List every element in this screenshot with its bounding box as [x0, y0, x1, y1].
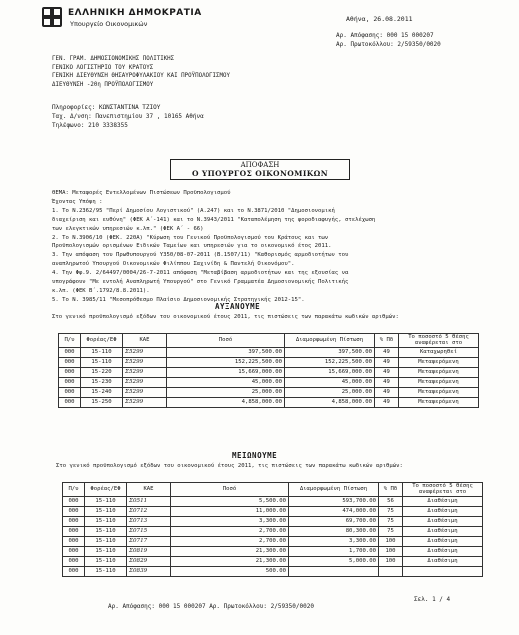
table-cell: 000: [63, 537, 85, 547]
table-row: [63, 517, 483, 527]
table-cell: Σ0829: [127, 557, 171, 567]
page-value: 1 / 4: [432, 596, 451, 603]
protocol-number-label: Αρ. Πρωτοκόλλου:: [336, 41, 394, 48]
decision-number-label: Αρ. Απόφασης:: [336, 32, 383, 39]
table-cell: Διαθέσιμη: [403, 557, 483, 567]
col-header: Φορέας/ΕΦ: [81, 334, 123, 348]
table-cell: 397,500.00: [167, 348, 285, 358]
table-cell: 15,669,000.00: [285, 368, 375, 378]
table-cell: 000: [59, 388, 81, 398]
directorate-block: [52, 55, 230, 89]
col-header: % Πδ: [375, 334, 399, 348]
table-cell: Διαθέσιμη: [403, 527, 483, 537]
table-cell: 1,700.00: [289, 547, 379, 557]
table-cell: 80,300.00: [289, 527, 379, 537]
table-cell: 15-110: [85, 527, 127, 537]
table-cell: 21,300.00: [171, 557, 289, 567]
table-row: [59, 358, 479, 368]
table-cell: 75: [379, 507, 403, 517]
footer-protocol-label: Αρ. Πρωτοκόλλου:: [209, 603, 267, 610]
table-cell: 45,000.00: [285, 378, 375, 388]
table-cell: 56: [379, 497, 403, 507]
table-cell: 000: [63, 567, 85, 577]
body-line: αναπληρωτού Υπουργού Οικονομικών Φιλίππου Σαχινίδη & Παντελή Οικονόμου".: [52, 261, 295, 268]
table-row: [63, 547, 483, 557]
col-header: ΚΑΕ: [127, 483, 171, 497]
table-header-row: [63, 483, 483, 497]
table-cell: 5,500.00: [171, 497, 289, 507]
table-row: [59, 348, 479, 358]
table-row: [63, 557, 483, 567]
table-cell: 152,225,500.00: [167, 358, 285, 368]
table-row: [59, 378, 479, 388]
table-cell: 49: [375, 368, 399, 378]
table-cell: Σ5299: [123, 388, 167, 398]
col-header: Ποσό: [167, 334, 285, 348]
body-line: κ.λπ. (ΦΕΚ Β΄.1792/8.8.2011).: [52, 287, 150, 294]
decreases-intro: Στο γενικό προϋπολογισμό εξόδων του οικονομικού έτους 2011, τις πιστώσεις των παρακάτω κωδικών αριθμών:: [56, 463, 403, 469]
table-cell: 15-230: [81, 378, 123, 388]
subject-line: ΘΕΜΑ: Μεταφορές Εντελλομένων Πιστώσεων Προϋπολογισμού: [52, 190, 231, 196]
table-row: [63, 507, 483, 517]
table-cell: Καταχωρηθεί: [399, 348, 479, 358]
table-cell: 100: [379, 537, 403, 547]
table-cell: 15-110: [85, 537, 127, 547]
directorate-line: ΓΕΝΙΚΟ ΛΟΓΙΣΤΗΡΙΟ ΤΟΥ ΚΡΑΤΟΥΣ: [52, 64, 154, 71]
table-cell: 15-250: [81, 398, 123, 408]
increases-intro: Στο γενικό προϋπολογισμό εξόδων του οικονομικού έτους 2011, τις πιστώσεις των παρακάτω κωδικών αριθμών:: [52, 314, 399, 320]
footer-protocol-value: 2/59350/0020: [270, 603, 314, 610]
table-cell: 75: [379, 517, 403, 527]
table-cell: 000: [63, 497, 85, 507]
decreases-title: ΜΕΙΩΝΟΥΜΕ: [232, 451, 278, 460]
table-cell: 15-110: [85, 547, 127, 557]
table-cell: 15-110: [81, 348, 123, 358]
directorate-line: ΓΕΝ. ΓΡΑΜ. ΔΗΜΟΣΙΟΝΟΜΙΚΗΣ ΠΟΛΙΤΙΚΗΣ: [52, 56, 175, 62]
ministry-name: Υπουργείο Οικονομικών: [70, 20, 148, 28]
table-cell: 500.00: [171, 567, 289, 577]
table-cell: [403, 567, 483, 577]
table-cell: Σ5299: [123, 398, 167, 408]
table-row: [59, 398, 479, 408]
table-cell: 15-110: [85, 507, 127, 517]
table-cell: 49: [375, 348, 399, 358]
table-cell: Σ5299: [123, 368, 167, 378]
table-cell: 11,000.00: [171, 507, 289, 517]
table-row: [63, 537, 483, 547]
decision-subtitle: Ο ΥΠΟΥΡΓΟΣ ΟΙΚΟΝΟΜΙΚΩΝ: [191, 169, 329, 178]
table-cell: 15-220: [81, 368, 123, 378]
directorate-line: ΓΕΝΙΚΗ ΔΙΕΥΘΥΝΣΗ ΘΗΣΑΥΡΟΦΥΛΑΚΙΟΥ ΚΑΙ ΠΡΟΫΠΟΛΟΓΙΣΜΟΥ: [52, 73, 230, 79]
table-cell: 49: [375, 388, 399, 398]
table-row: [63, 567, 483, 577]
table-cell: Διαθέσιμη: [403, 507, 483, 517]
table-cell: 4,858,000.00: [285, 398, 375, 408]
col-header: Ποσό: [171, 483, 289, 497]
table-cell: 000: [63, 517, 85, 527]
table-cell: 000: [59, 398, 81, 408]
increases-title: ΑΥΞΑΝΟΥΜΕ: [215, 302, 261, 311]
body-line: 1. Το Ν.2362/95 "Περί Δημοσίου Λογιστικού" (Α.247) και το Ν.3871/2010 "Δημοσιονομική: [52, 207, 335, 214]
table-cell: Μεταφερόμενη: [399, 368, 479, 378]
table-cell: 3,300.00: [171, 517, 289, 527]
table-cell: 15-110: [85, 567, 127, 577]
decision-number-value: 000 15 000207: [386, 32, 434, 39]
footer-decision-value: 000 15 000207: [158, 603, 206, 610]
table-cell: [289, 567, 379, 577]
table-cell: 69,700.00: [289, 517, 379, 527]
body-text: [52, 189, 375, 305]
col-header: Π/υ: [59, 334, 81, 348]
table-cell: 15-110: [85, 497, 127, 507]
table-cell: Διαθέσιμη: [403, 517, 483, 527]
body-line: 4. Την Φφ.9. 2/64497/0004/26-7-2011 απόφαση "Μεταβίβαση αρμοδιοτήτων και της εξουσίας να: [52, 270, 349, 277]
decreases-table-body: [63, 497, 483, 577]
table-cell: 15-110: [85, 557, 127, 567]
page-number: [414, 597, 450, 604]
table-cell: Μεταφερόμενη: [399, 398, 479, 408]
body-line: 5. Το Ν. 3985/11 "Μεσοπρόθεσμο Πλαίσιο Δημοσιονομικής Στρατηγικής 2012-15".: [52, 296, 305, 303]
table-cell: 000: [63, 507, 85, 517]
republic-title: ΕΛΛΗΝΙΚΗ ΔΗΜΟΚΡΑΤΙΑ: [68, 8, 202, 18]
table-cell: 49: [375, 378, 399, 388]
place-date: Αθήνα, 26.08.2011: [346, 15, 413, 23]
table-cell: 49: [375, 398, 399, 408]
table-cell: 15-110: [81, 358, 123, 368]
body-line: Προϋπολογισμών ορισμένων Ειδικών Ταμείων και υπηρεσιών για το οικονομικό έτος 2011.: [52, 243, 332, 250]
col-header: Το ποσοστό 5 θέσης αναφέρεται στο: [403, 483, 483, 497]
table-cell: 15-110: [85, 517, 127, 527]
table-cell: 000: [63, 547, 85, 557]
table-cell: 15,669,000.00: [167, 368, 285, 378]
table-cell: 2,700.00: [171, 537, 289, 547]
table-cell: Σ0713: [127, 517, 171, 527]
table-cell: 49: [375, 358, 399, 368]
table-cell: 152,225,500.00: [285, 358, 375, 368]
decision-title-box: [170, 159, 350, 180]
table-cell: Σ5299: [123, 358, 167, 368]
table-cell: Διαθέσιμη: [403, 547, 483, 557]
increases-table: [58, 333, 479, 408]
table-cell: 100: [379, 557, 403, 567]
table-row: [59, 388, 479, 398]
decision-number-line: [336, 33, 434, 40]
col-header: Φορέας/ΕΦ: [85, 483, 127, 497]
table-cell: Σ0717: [127, 537, 171, 547]
table-cell: 25,000.00: [167, 388, 285, 398]
table-cell: 000: [59, 378, 81, 388]
table-cell: Σ0839: [127, 567, 171, 577]
decreases-table: [62, 482, 483, 577]
table-cell: 000: [63, 557, 85, 567]
body-line: των ελεγκτικών υπηρεσιών κ.λπ." (ΦΕΚ Α΄ - 66): [52, 225, 204, 232]
table-cell: 000: [63, 527, 85, 537]
table-cell: Σ0819: [127, 547, 171, 557]
table-cell: 100: [379, 547, 403, 557]
table-cell: Σ0715: [127, 527, 171, 537]
col-header: % Πδ: [379, 483, 403, 497]
footer-refs: [108, 604, 314, 611]
directorate-line: ΔΙΕΥΘΥΝΣΗ -20η ΠΡΟΫΠΟΛΟΓΙΣΜΟΥ: [52, 81, 154, 88]
table-cell: 593,700.00: [289, 497, 379, 507]
contact-line: Ταχ. Δ/νση: Πανεπιστημίου 37 , 10165 Αθήνα: [52, 113, 204, 120]
table-cell: Διαθέσιμη: [403, 537, 483, 547]
col-header: Διαμορφωμένη Πίστωση: [289, 483, 379, 497]
greek-coat-of-arms-emblem: [42, 7, 62, 27]
col-header: Π/υ: [63, 483, 85, 497]
protocol-number-value: 2/59350/0020: [397, 41, 441, 48]
col-header: ΚΑΕ: [123, 334, 167, 348]
table-row: [59, 368, 479, 378]
contact-line: Τηλέφωνο: 210 3338355: [52, 122, 128, 129]
table-cell: 75: [379, 527, 403, 537]
table-cell: 4,858,000.00: [167, 398, 285, 408]
contact-line: Πληροφορίες: ΚΩΝΣΤΑΝΤΙΝΑ ΤΖΙΟΥ: [52, 104, 161, 111]
table-cell: Σ0712: [127, 507, 171, 517]
table-cell: 5,000.00: [289, 557, 379, 567]
table-header-row: [59, 334, 479, 348]
table-cell: Μεταφερόμενη: [399, 358, 479, 368]
body-line: Έχοντας Υπόψη :: [52, 198, 103, 205]
table-cell: 45,000.00: [167, 378, 285, 388]
decision-title: ΑΠΟΦΑΣΗ: [240, 161, 280, 169]
table-cell: 2,700.00: [171, 527, 289, 537]
table-cell: Σ5299: [123, 348, 167, 358]
table-cell: 474,000.00: [289, 507, 379, 517]
table-cell: Σ5299: [123, 378, 167, 388]
table-cell: 3,300.00: [289, 537, 379, 547]
body-line: υπογράφουν "Με εντολή Αναπληρωτή Υπουργού" στο Γενικό Γραμματέα Δημοσιονομικής Πολιτικής: [52, 279, 349, 286]
table-cell: Διαθέσιμη: [403, 497, 483, 507]
table-cell: Σ0511: [127, 497, 171, 507]
table-row: [63, 497, 483, 507]
table-cell: 397,500.00: [285, 348, 375, 358]
table-cell: 15-240: [81, 388, 123, 398]
table-cell: [379, 567, 403, 577]
table-cell: 000: [59, 348, 81, 358]
contact-block: [52, 103, 204, 130]
page-label: Σελ.: [414, 596, 429, 603]
table-cell: 000: [59, 358, 81, 368]
table-row: [63, 527, 483, 537]
footer-decision-label: Αρ. Απόφασης:: [108, 603, 155, 610]
increases-table-body: [59, 348, 479, 408]
body-line: διαχείριση και ευθύνη" (ΦΕΚ Α΄-141) και το Ν.3943/2011 "Καταπολέμηση της φοροδιαφυγής, στελέχωση: [52, 216, 376, 223]
body-line: 2. Το Ν.3906/10 (ΦΕΚ. 220Α) "Κύρωση του Γενικού Προϋπολογισμού του Κράτους και των: [52, 234, 329, 241]
body-line: 3. Την απόφαση του Πρωθυπουργού Υ350/08-07-2011 (Β.1507/11) "Καθορισμός αρμοδιοτήτων του: [52, 252, 349, 259]
col-header: Το ποσοστό 5 θέσης αναφέρεται στο: [399, 334, 479, 348]
table-cell: 000: [59, 368, 81, 378]
table-cell: Μεταφερόμενη: [399, 378, 479, 388]
col-header: Διαμορφωμένη Πίστωση: [285, 334, 375, 348]
table-cell: 21,300.00: [171, 547, 289, 557]
protocol-number-line: [336, 42, 441, 49]
table-cell: Μεταφερόμενη: [399, 388, 479, 398]
table-cell: 25,000.00: [285, 388, 375, 398]
